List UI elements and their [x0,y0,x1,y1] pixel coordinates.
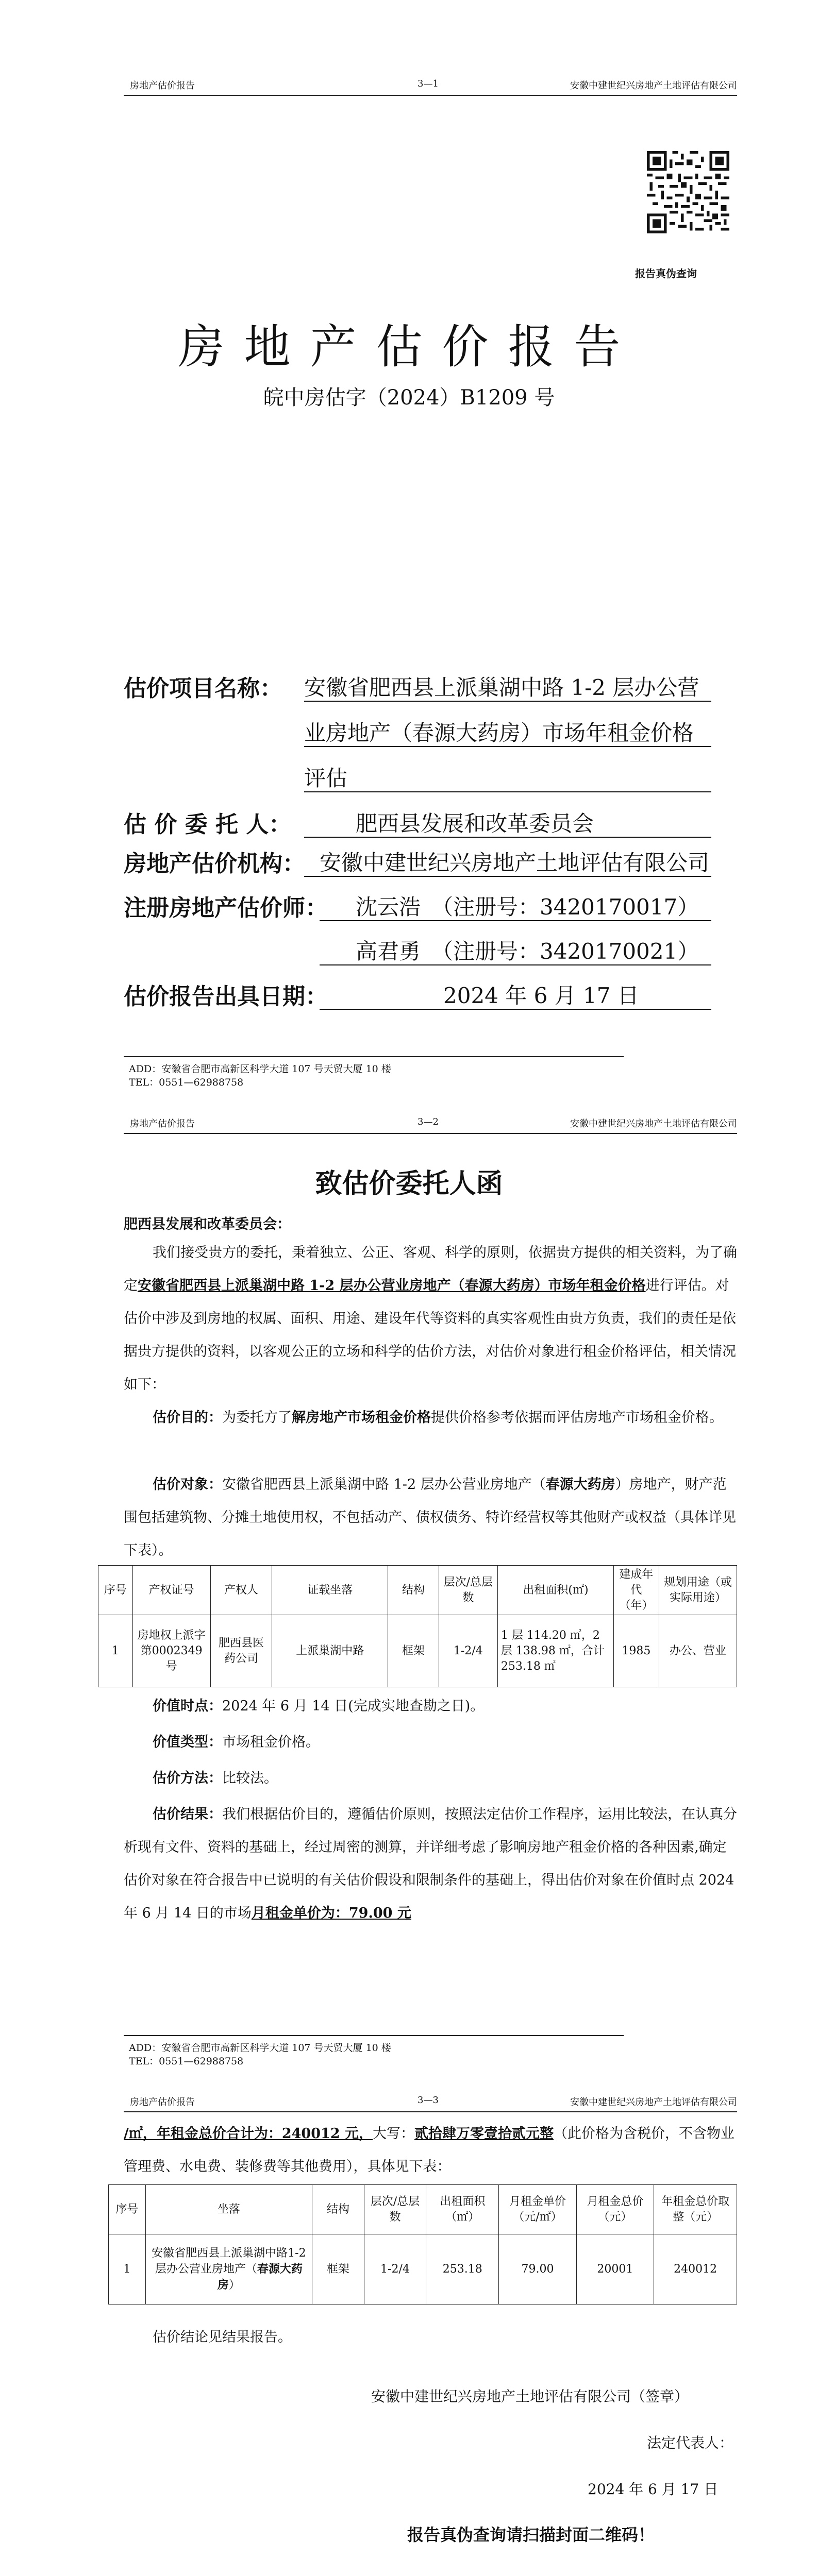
underline [304,701,711,702]
footer-address: ADD：安徽省合肥市高新区科学大道 107 号天贸大厦 10 楼 [129,2042,391,2054]
agency-label: 房地产估价机构： [124,851,305,877]
table-header-cell: 结构 [312,2185,364,2234]
table-cell: 79.00 [499,2234,576,2304]
purpose-text-end: 提供价格参考依据而评估房地产市场租金价格。 [431,1410,723,1426]
underline [320,964,711,965]
appraiser-1: 沈云浩 （注册号：3420170017） [356,894,699,920]
table-header-cell: 出租面积(㎡) [497,1566,613,1615]
table-header-cell: 序号 [98,1566,133,1615]
underline [304,746,711,747]
header-company: 安徽中建世纪兴房地产土地评估有限公司 [570,2097,737,2108]
table-header-cell: 坐落 [145,2185,312,2234]
table-header-cell: 层次/总层数 [364,2185,426,2234]
table-header-cell: 产权人 [210,1566,272,1615]
header-left: 房地产估价报告 [130,1118,195,1129]
table-header-cell: 结构 [388,1566,439,1615]
value-date-line [124,1690,737,1723]
table-cell-location [145,2234,312,2304]
table-header-cell: 建成年代（年） [614,1566,659,1615]
property-table [98,1565,737,1687]
value-date-label: 价值时点： [153,1698,222,1714]
table-cell: 1-2/4 [364,2234,426,2304]
table-cell: 办公、营业 [659,1615,737,1687]
table-header-row [98,1566,737,1615]
object-paragraph [124,1468,737,1567]
agency-value: 安徽中建世纪兴房地产土地评估有限公司 [320,850,710,875]
page-header [124,77,737,96]
purpose-text: 为委托方了 [222,1410,292,1426]
footer-tel: TEL：0551—62988758 [129,1077,244,1088]
table-cell: 20001 [576,2234,654,2304]
underline [304,876,711,877]
table-cell: 1 层 114.20 ㎡，2 层 138.98 ㎡，合计 253.18 ㎡ [497,1615,613,1687]
header-company: 安徽中建世纪兴房地产土地评估有限公司 [570,80,737,91]
client-value: 肥西县发展和改革委员会 [356,811,594,836]
page-header [124,1115,737,1134]
page-footer [124,1056,737,1087]
table-row [98,1615,737,1687]
table-cell: 1-2/4 [439,1615,497,1687]
underline [304,791,711,792]
header-company: 安徽中建世纪兴房地产土地评估有限公司 [570,1118,737,1129]
qr-caption: 报告真伪查询 [635,267,697,280]
table-cell: 上派巢湖中路 [272,1615,388,1687]
report-number: 皖中房估字（2024）B1209 号 [263,386,555,410]
value-type-line [124,1726,737,1759]
purpose-emphasis: 解房地产市场租金价格 [292,1410,431,1426]
object-emphasis: 春源大药房 [545,1477,615,1493]
footer-rule [124,1056,624,1057]
rent-table [108,2184,737,2304]
result-paragraph [124,1798,737,1930]
method-line [124,1762,737,1795]
sign-date: 2024 年 6 月 17 日 [588,2481,719,2498]
project-line-3: 评估 [304,766,348,791]
header-page-number: 3—1 [418,78,439,89]
qr-code-icon[interactable] [647,151,729,233]
footer-address: ADD：安徽省合肥市高新区科学大道 107 号天贸大厦 10 楼 [129,1063,391,1075]
footer-rule [124,2035,624,2036]
cover-page [0,0,818,1110]
letter-title: 致估价委托人函 [315,1168,503,1199]
table-header-cell: 序号 [109,2185,146,2234]
table-cell: 房地权上派字第0002349 号 [132,1615,210,1687]
object-text: 安徽省肥西县上派巢湖中路 1-2 层办公营业房地产（ [222,1477,546,1493]
conclusion: 估价结论见结果报告。 [153,2329,292,2345]
table-header-row [109,2185,737,2234]
project-line-1: 安徽省肥西县上派巢湖中路 1-2 层办公营 [304,675,699,700]
intro-subject: 安徽省肥西县上派巢湖中路 1-2 层办公营业房地产（春源大药房）市场年租金价格 [138,1278,646,1294]
table-cell: 肥西县医药公司 [210,1615,272,1687]
method-label: 估价方法： [153,1770,222,1786]
price-note: （此价格为含税价，不含物业管理费、水电费、装修费等其他费用），具体见下表： [124,2126,734,2175]
footer-tel: TEL：0551—62988758 [129,2056,244,2067]
header-left: 房地产估价报告 [130,80,195,91]
intro-paragraph [124,1236,737,1401]
intro-text-end: 进行评估。对估价中涉及到房地的权属、面积、用途、建设年代等资料的真实客观性由贵方负责，我们的责任是依据贵方提供的资料，以客观公正的立场和科学的估价方法，对估价对象进行租金价格评估，相关情况如下： [124,1278,736,1393]
issue-date-label: 估价报告出具日期： [124,984,328,1010]
client-label: 估 价 委 托 人： [124,811,292,838]
report-title: 房地产估价报告 [178,320,640,374]
result-continuation [124,2117,737,2183]
object-text-end: ）房地产，财产范围包括建筑物、分摊土地使用权，不包括动产、债权债务、特许经营权等其他财产或权益（具体详见下表）。 [124,1477,736,1558]
purpose-label: 估价目的： [153,1410,222,1426]
table-header-cell: 月租金总价（元） [576,2185,654,2234]
page-footer [124,2035,737,2066]
sign-company: 安徽中建世纪兴房地产土地评估有限公司（签章） [371,2388,689,2405]
page-header [124,2094,737,2112]
capital-label: 大写： [372,2126,414,2142]
location-emphasis: 春源大药房 [217,2262,303,2292]
header-left: 房地产估价报告 [130,2097,195,2108]
table-header-cell: 产权证号 [132,1566,210,1615]
table-header-cell: 月租金单价（元/㎡） [499,2185,576,2234]
location-text-end: ） [228,2278,240,2292]
header-page-number: 3—3 [418,2095,439,2106]
intro-text: 我们接受贵方的委托，秉着独立、公正、客观、科学的原则，依据贵方提供的相关资料，为了确定 [124,1245,737,1294]
result-monthly-rent: 月租金单价为：79.00 元 [251,1905,411,1921]
table-header-cell: 规划用途（或实际用途） [659,1566,737,1615]
salutation: 肥西县发展和改革委员会： [124,1216,291,1232]
method: 比较法。 [222,1770,278,1786]
table-cell: 1 [109,2234,146,2304]
table-cell: 253.18 [426,2234,499,2304]
header-page-number: 3—2 [418,1116,439,1127]
table-header-cell: 出租面积（㎡） [426,2185,499,2234]
project-line-2: 业房地产（春源大药房）市场年租金价格 [304,720,694,745]
table-row [109,2234,737,2304]
location-text: 安徽省肥西县上派巢湖中路1-2 层办公营业房地产（ [152,2246,306,2276]
appraiser-2: 高君勇 （注册号：3420170021） [356,939,699,964]
value-type-label: 价值类型： [153,1734,222,1750]
project-label: 估价项目名称： [124,675,282,702]
purpose-paragraph [124,1401,737,1434]
appraiser-label: 注册房地产估价师： [124,895,328,921]
sign-representative: 法定代表人： [647,2434,734,2451]
underline [320,920,711,921]
underline [304,837,711,838]
value-type: 市场租金价格。 [222,1734,320,1750]
annual-rent-total: /㎡，年租金总价合计为：240012 元， [124,2126,373,2142]
annual-rent-capital: 贰拾肆万零壹拾贰元整 [414,2126,554,2142]
verify-note: 报告真伪查询请扫描封面二维码！ [407,2525,655,2545]
result-text: 我们根据估价目的，遵循估价原则，按照法定估价工作程序，运用比较法，在认真分析现有文件、资料的基础上，经过周密的测算，并详细考虑了影响房地产租金价格的各种因素,确定估价对象在符合报告中已说明的有关估价假设和限制条件的基础上，得出估价对象在价值时点 2024 年 6 月 14 日的市场 [124,1806,737,1921]
table-cell: 240012 [654,2234,737,2304]
result-label: 估价结果： [153,1806,222,1822]
object-label: 估价对象： [153,1477,222,1493]
table-header-cell: 层次/总层数 [439,1566,497,1615]
table-header-cell: 年租金总价取整（元） [654,2185,737,2234]
issue-date-value: 2024 年 6 月 17 日 [443,983,639,1008]
table-header-cell: 证载坐落 [272,1566,388,1615]
value-date: 2024 年 6 月 14 日(完成实地查勘之日)。 [222,1698,485,1714]
table-cell: 1 [98,1615,133,1687]
underline [320,1009,711,1010]
table-cell: 框架 [388,1615,439,1687]
table-cell: 1985 [614,1615,659,1687]
table-cell: 框架 [312,2234,364,2304]
